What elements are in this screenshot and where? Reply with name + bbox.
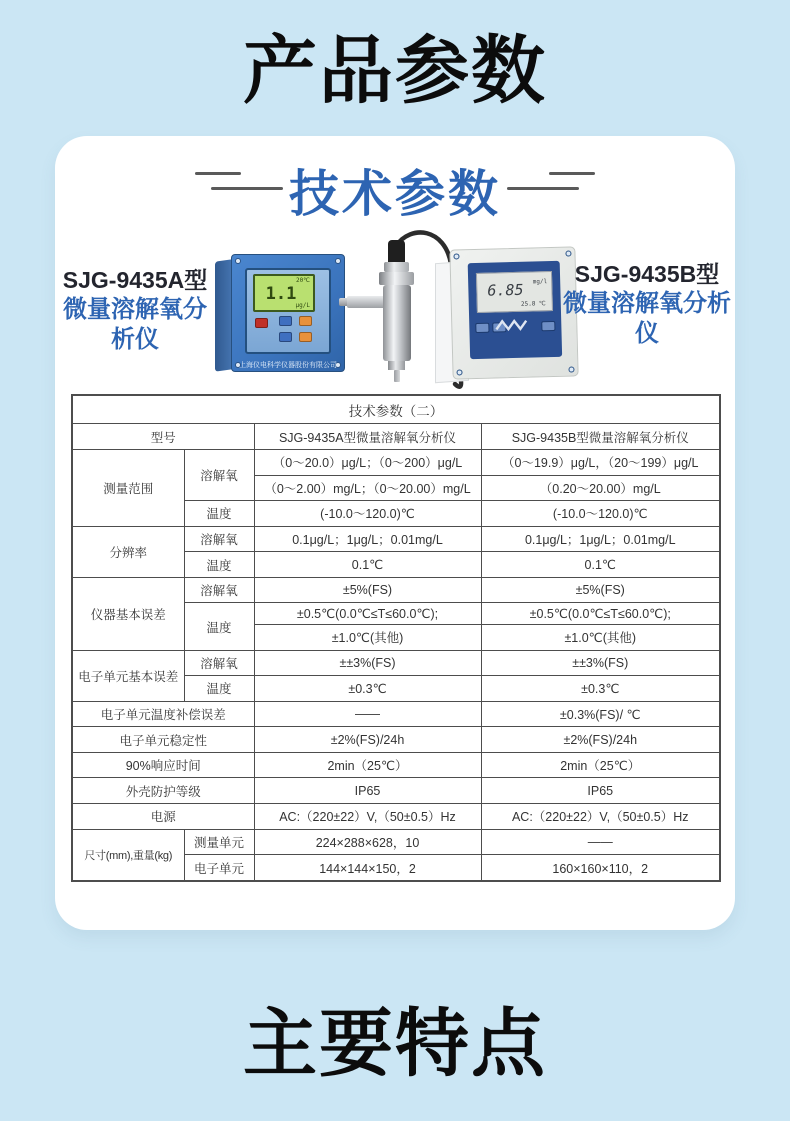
value-cell: AC:（220±22）V,（50±0.5）Hz — [481, 804, 720, 830]
measure-unit-sublabel-cell: 测量单元 — [184, 829, 254, 855]
sensor-probe-tip — [394, 370, 400, 382]
value-cell: ±0.3%(FS)/ ℃ — [481, 701, 720, 727]
table-row — [72, 804, 720, 830]
table-row — [72, 752, 720, 778]
product-illustrations — [55, 226, 735, 401]
instrument-error-label-cell: 仪器基本误差 — [72, 577, 184, 650]
value-cell: ±5%(FS) — [254, 577, 481, 603]
meter-b-lcd-value: 6.85 — [487, 280, 524, 300]
screw-icon — [453, 253, 459, 259]
meter-a-orange-button — [299, 332, 312, 342]
product-b-label — [557, 260, 737, 349]
sensor-probe-nut — [379, 272, 414, 285]
value-cell: 160×160×110，2 — [481, 855, 720, 881]
meter-b-button — [475, 323, 489, 333]
meter-b-button — [541, 321, 555, 331]
value-cell: ±1.0℃(其他) — [481, 625, 720, 651]
temp-sublabel-cell: 温度 — [184, 603, 254, 650]
product-b-model: SJG-9435B型 — [574, 261, 720, 287]
table-row — [72, 650, 720, 676]
page-title: 产品参数 — [243, 29, 547, 112]
value-cell: 0.1℃ — [481, 552, 720, 578]
value-cell: —— — [254, 701, 481, 727]
protection-label-cell: 外壳防护等级 — [72, 778, 254, 804]
table-row — [72, 727, 720, 753]
table-row — [72, 778, 720, 804]
probe-side-fitting — [347, 296, 385, 308]
value-cell: 224×288×628，10 — [254, 829, 481, 855]
table-row — [72, 395, 720, 424]
screw-icon — [565, 250, 571, 256]
value-cell: （0～2.00）mg/L；（0～20.00）mg/L — [254, 475, 481, 501]
value-cell: 2min（25℃） — [254, 752, 481, 778]
meter-a-orange-button — [299, 316, 312, 326]
model-label-cell: 型号 — [72, 424, 254, 450]
value-cell: 2min（25℃） — [481, 752, 720, 778]
section-title: 技术参数 — [289, 166, 501, 222]
value-cell: （0～19.9）μg/L，（20～199）μg/L — [481, 450, 720, 476]
value-cell: ±1.0℃(其他) — [254, 625, 481, 651]
sensor-probe-bottom-nut — [388, 361, 405, 370]
do-sublabel-cell: 溶解氧 — [184, 650, 254, 676]
features-title: 主要特点 — [243, 1002, 547, 1085]
meter-a-red-button — [255, 318, 268, 328]
do-sublabel-cell: 溶解氧 — [184, 526, 254, 552]
meter-a-lcd-value: 1.1 — [265, 284, 297, 304]
table-row — [72, 450, 720, 476]
screw-icon — [568, 366, 574, 372]
value-cell: ±0.5℃(0.0℃≤T≤60.0℃); — [481, 603, 720, 625]
value-cell: ±2%(FS)/24h — [254, 727, 481, 753]
right-dash-decoration — [507, 187, 579, 190]
value-cell: ±0.5℃(0.0℃≤T≤60.0℃); — [254, 603, 481, 625]
value-cell: ±5%(FS) — [481, 577, 720, 603]
temp-sublabel-cell: 温度 — [184, 676, 254, 702]
screw-icon — [456, 369, 462, 375]
value-cell: 0.1℃ — [254, 552, 481, 578]
spec-table — [71, 394, 721, 882]
meter-b-panel — [468, 261, 562, 359]
value-cell: ±±3%(FS) — [481, 650, 720, 676]
value-cell: （0～20.0）μg/L；（0～200）μg/L — [254, 450, 481, 476]
product-a-name: 微量溶解氧分析仪 — [63, 295, 207, 353]
screw-icon — [235, 258, 241, 264]
meter-a-blue-button — [279, 316, 292, 326]
meter-a-illustration — [215, 254, 345, 374]
sensor-probe-cap — [388, 240, 405, 264]
value-cell: IP65 — [481, 778, 720, 804]
stability-label-cell: 电子单元稳定性 — [72, 727, 254, 753]
dimensions-label-cell: 尺寸(mm),重量(kg) — [72, 829, 184, 881]
power-label-cell: 电源 — [72, 804, 254, 830]
right-dash-decoration — [549, 172, 595, 175]
do-sublabel-cell: 溶解氧 — [184, 450, 254, 501]
meter-a-lcd-unit: μg/L — [295, 302, 310, 309]
model-b-header-cell: SJG-9435B型微量溶解氧分析仪 — [481, 424, 720, 450]
meter-a-brand-text: 上海仪电科学仪器股份有限公司 — [239, 362, 337, 369]
value-cell: 0.1μg/L；1μg/L；0.01mg/L — [254, 526, 481, 552]
model-a-header-cell: SJG-9435A型微量溶解氧分析仪 — [254, 424, 481, 450]
measure-range-label-cell: 测量范围 — [72, 450, 184, 527]
sensor-probe-illustration — [383, 285, 411, 361]
unit-error-label-cell: 电子单元基本误差 — [72, 650, 184, 701]
value-cell: IP65 — [254, 778, 481, 804]
table-row — [72, 701, 720, 727]
value-cell: ±2%(FS)/24h — [481, 727, 720, 753]
product-a-label — [55, 266, 215, 355]
table-row — [72, 829, 720, 855]
product-a-model: SJG-9435A型 — [62, 267, 208, 293]
electronic-unit-sublabel-cell: 电子单元 — [184, 855, 254, 881]
value-cell: ±0.3℃ — [481, 676, 720, 702]
value-cell: —— — [481, 829, 720, 855]
meter-b-lcd-unit: mg/l — [532, 278, 548, 286]
meter-b-lcd-temp: 25.8 ℃ — [520, 300, 546, 308]
value-cell: (-10.0～120.0)℃ — [254, 501, 481, 527]
resolution-label-cell: 分辨率 — [72, 526, 184, 577]
value-cell: (-10.0～120.0)℃ — [481, 501, 720, 527]
value-cell: 144×144×150，2 — [254, 855, 481, 881]
table-title: 技术参数（二） — [72, 395, 720, 424]
table-row — [72, 577, 720, 603]
do-sublabel-cell: 溶解氧 — [184, 577, 254, 603]
value-cell: ±±3%(FS) — [254, 650, 481, 676]
screw-icon — [335, 258, 341, 264]
section-heading — [55, 152, 735, 222]
table-row — [72, 424, 720, 450]
value-cell: （0.20～20.00）mg/L — [481, 475, 720, 501]
temp-sublabel-cell: 温度 — [184, 501, 254, 527]
spec-card — [55, 136, 735, 930]
sensor-probe-neck — [384, 262, 409, 272]
meter-a-lcd-temp: 20℃ — [296, 277, 310, 284]
meter-a-lcd — [253, 274, 315, 312]
product-b-name: 微量溶解氧分析仪 — [563, 289, 731, 347]
wave-logo-icon — [495, 318, 529, 333]
value-cell: ±0.3℃ — [254, 676, 481, 702]
meter-a-blue-button — [279, 332, 292, 342]
temp-sublabel-cell: 温度 — [184, 552, 254, 578]
meter-b-lcd — [476, 271, 553, 313]
value-cell: AC:（220±22）V,（50±0.5）Hz — [254, 804, 481, 830]
table-row — [72, 526, 720, 552]
value-cell: 0.1μg/L；1μg/L；0.01mg/L — [481, 526, 720, 552]
temp-compensation-label-cell: 电子单元温度补偿误差 — [72, 701, 254, 727]
response-time-label-cell: 90%响应时间 — [72, 752, 254, 778]
